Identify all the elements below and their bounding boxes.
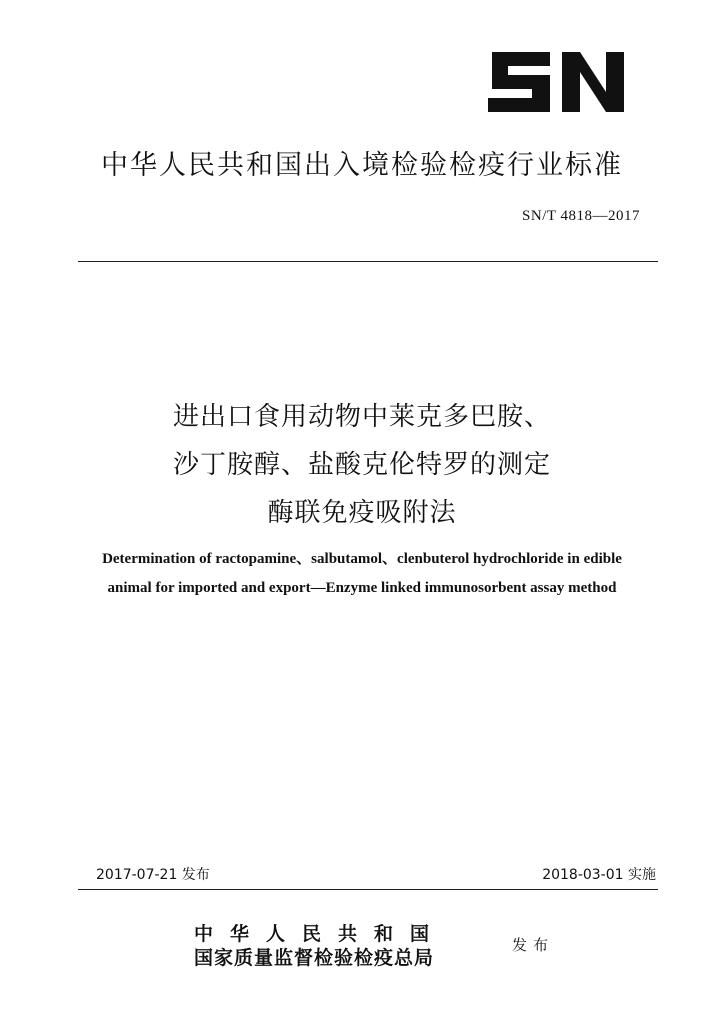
chinese-title-line: 酶联免疫吸附法 <box>267 498 457 528</box>
top-divider <box>78 261 658 262</box>
english-title-line: Determination of ractopamine、salbutamol、clenbuterol hydrochloride in edible <box>102 551 622 567</box>
issue-action-label: 发布 <box>512 936 555 954</box>
issuer-country: 中华人民共和国 <box>194 923 447 945</box>
standard-organization-title: 中华人民共和国出入境检验检疫行业标准 <box>101 150 623 181</box>
issuing-authority <box>194 922 494 970</box>
implementation-date: 2018-03-01 实施 <box>542 867 656 883</box>
standard-code: SN/T 4818—2017 <box>522 208 640 224</box>
issuer-agency: 国家质量监督检验检疫总局 <box>194 947 435 969</box>
english-title-line: animal for imported and export—Enzyme linked immunosorbent assay method <box>107 580 617 596</box>
sn-logo-icon <box>484 44 632 120</box>
english-title <box>0 545 724 603</box>
chinese-title <box>0 393 724 537</box>
issue-date: 2017-07-21 发布 <box>96 867 210 883</box>
chinese-title-line: 沙丁胺醇、盐酸克伦特罗的测定 <box>172 450 551 480</box>
chinese-title-line: 进出口食用动物中莱克多巴胺、 <box>172 402 551 432</box>
bottom-divider <box>78 889 658 890</box>
